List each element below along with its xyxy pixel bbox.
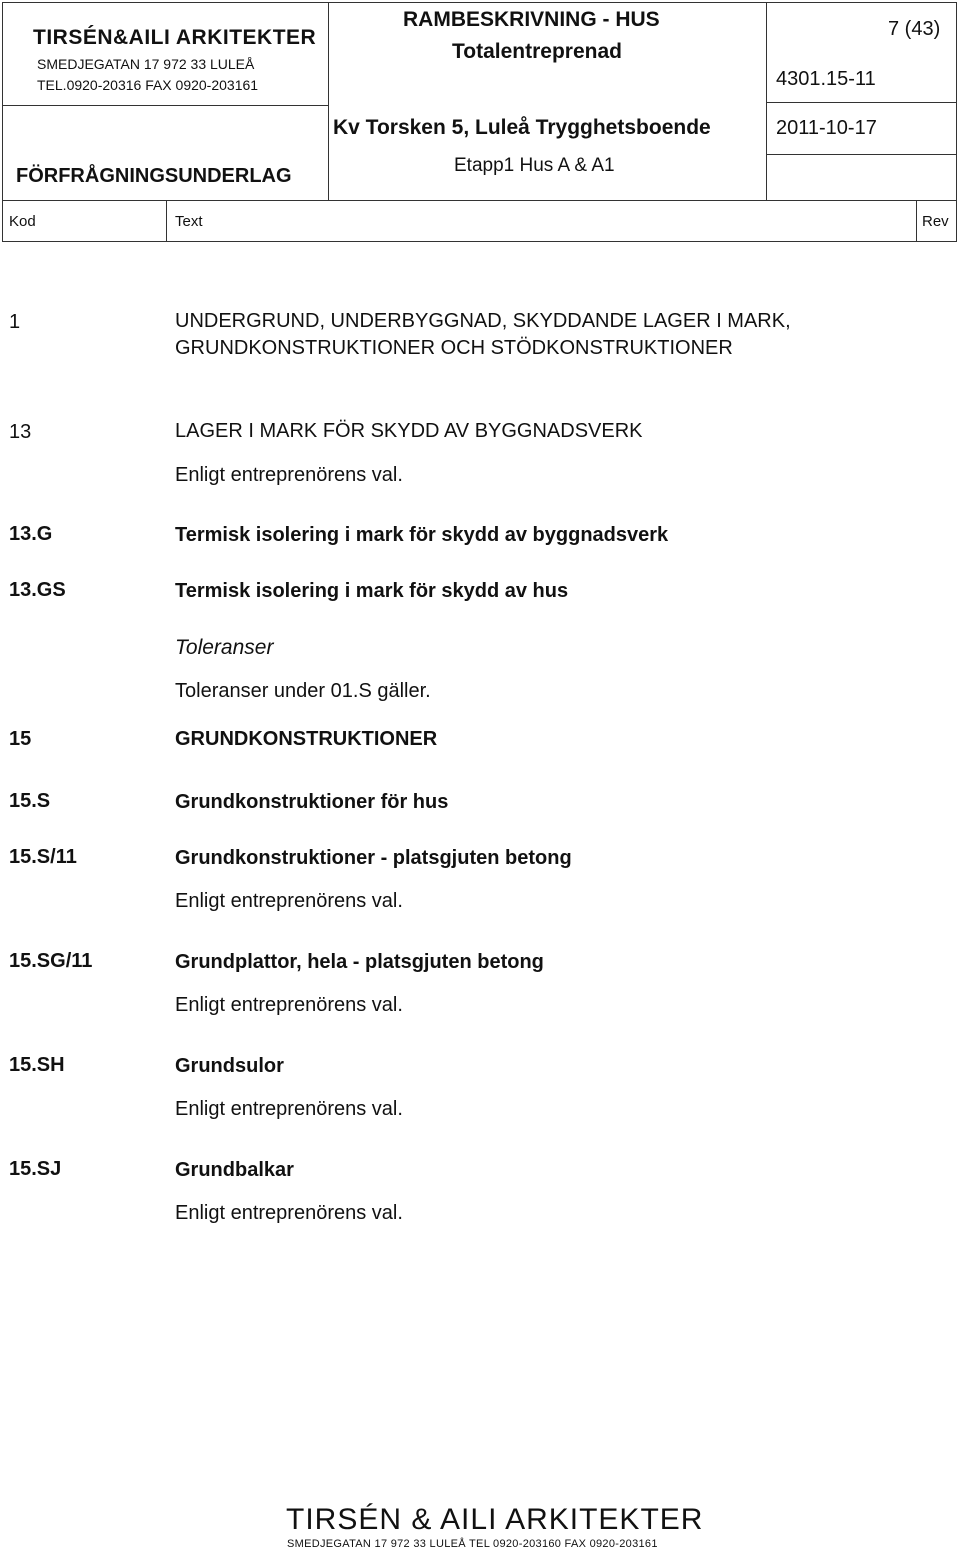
column-header-text: Text <box>175 213 203 230</box>
row-heading: Termisk isolering i mark för skydd av hus <box>175 580 569 602</box>
footer-logo: TIRSÉN & AILI ARKITEKTER <box>286 1503 704 1536</box>
row-heading: Termisk isolering i mark för skydd av byggnadsverk <box>175 524 669 546</box>
project-name: Kv Torsken 5, Luleå Trygghetsboende <box>333 116 711 139</box>
row-text: Enligt entreprenörens val. <box>175 994 403 1016</box>
firm-tel: TEL.0920-20316 FAX 0920-203161 <box>37 77 259 93</box>
header-divider <box>916 200 917 242</box>
row-heading: Grundbalkar <box>175 1159 294 1181</box>
row-code: 15.SH <box>9 1054 65 1076</box>
row-text: Enligt entreprenörens val. <box>175 1202 403 1224</box>
row-code: 15.S <box>9 790 51 812</box>
header-divider <box>2 200 957 201</box>
row-code: 1 <box>9 311 21 333</box>
column-header-code: Kod <box>9 213 36 230</box>
document-number: 4301.15-11 <box>776 68 876 90</box>
row-code: 15.SG/11 <box>9 950 93 972</box>
row-heading: UNDERGRUND, UNDERBYGGNAD, SKYDDANDE LAGER I MARK, GRUNDKONSTRUKTIONER OCH STÖDKONSTRUKTIONER <box>175 310 791 359</box>
row-text: Enligt entreprenörens val. <box>175 890 403 912</box>
row-code: 15 <box>9 728 32 750</box>
header-divider <box>766 154 957 155</box>
row-heading: LAGER I MARK FÖR SKYDD AV BYGGNADSVERK <box>175 420 643 442</box>
header-divider <box>166 200 167 242</box>
document-subtitle: Totalentreprenad <box>452 40 622 63</box>
row-code: 13.GS <box>9 579 66 601</box>
firm-address: SMEDJEGATAN 17 972 33 LULEÅ <box>37 56 255 72</box>
row-heading: GRUNDKONSTRUKTIONER <box>175 728 438 750</box>
page-number: 7 (43) <box>888 18 941 40</box>
row-text: Toleranser under 01.S gäller. <box>175 680 431 702</box>
header-divider <box>766 102 957 103</box>
header-divider <box>2 105 329 106</box>
document-status: FÖRFRÅGNINGSUNDERLAG <box>16 165 292 187</box>
column-header-rev: Rev <box>922 213 949 230</box>
row-heading: Grundkonstruktioner - platsgjuten betong <box>175 847 572 869</box>
document-title: RAMBESKRIVNING - HUS <box>403 8 660 31</box>
header-divider <box>766 2 767 200</box>
row-text: Enligt entreprenörens val. <box>175 464 403 486</box>
document-date: 2011-10-17 <box>776 117 877 139</box>
row-heading: Grundsulor <box>175 1055 284 1077</box>
header-divider <box>328 2 329 200</box>
row-code: 15.S/11 <box>9 846 77 868</box>
row-code: 13 <box>9 421 32 443</box>
row-heading: Grundkonstruktioner för hus <box>175 791 449 813</box>
row-code: 13.G <box>9 523 53 545</box>
project-stage: Etapp1 Hus A & A1 <box>454 155 615 176</box>
row-subheading: Toleranser <box>175 636 274 659</box>
firm-name: TIRSÉN&AILI ARKITEKTER <box>33 26 317 49</box>
row-text: Enligt entreprenörens val. <box>175 1098 403 1120</box>
footer-address: SMEDJEGATAN 17 972 33 LULEÅ TEL 0920-203160 FAX 0920-203161 <box>287 1538 658 1550</box>
row-heading: Grundplattor, hela - platsgjuten betong <box>175 951 544 973</box>
row-code: 15.SJ <box>9 1158 62 1180</box>
